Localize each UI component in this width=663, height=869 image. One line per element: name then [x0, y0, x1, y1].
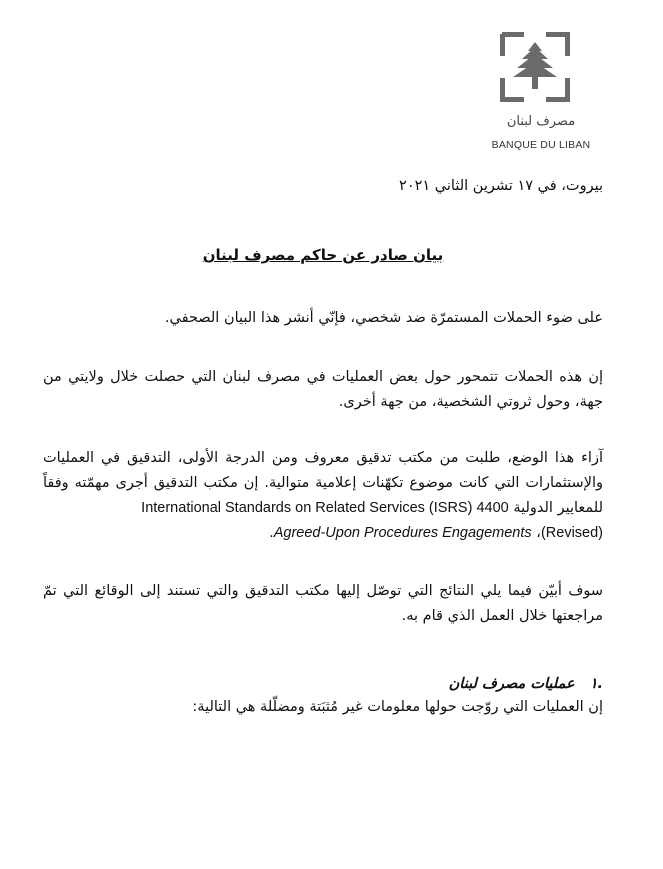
standard-name: International Standards on Related Services (ISRS) 4400 [141, 500, 509, 516]
separator: ، [536, 525, 541, 541]
paragraph-2: إن هذه الحملات تتمحور حول بعض العمليات في مصرف لبنان التي حصلت خلال ولايتي من جهة، وحول ثروتي الشخصية، من جهة أخرى. [43, 369, 603, 410]
cedar-tree-icon [500, 32, 570, 102]
section-number: .١ [589, 676, 603, 692]
revised-tag: (Revised) [540, 525, 603, 541]
bank-logo [482, 22, 612, 162]
section-heading [43, 672, 603, 697]
statement-title: بيان صادر عن حاكم مصرف لبنان [202, 246, 444, 264]
paragraph-3-text: آزاء هذا الوضع، طلبت من مكتب تدقيق معروف ومن الدرجة الأولى، التدقيق في العمليات والإستثمارات التي كانت موضوع تكهّنات إعلامية متوالية. إن مكتب التدقيق أجرى مهمّته وفقاً للمعايير الدولية [43, 450, 603, 516]
paragraph-5: إن العمليات التي روّجت حولها معلومات غير مُثبَتة ومضلّلة هي التالية: [192, 699, 603, 715]
paragraph-1: على ضوء الحملات المستمرّة ضد شخصي، فإنّي أنشر هذا البيان الصحفي. [164, 310, 603, 326]
paragraph-3: آزاء هذا الوضع، طلبت من مكتب تدقيق معروف ومن الدرجة الأولى، التدقيق في العمليات والإستثمارات التي كانت موضوع تكهّنات إعلامية متوالية. إن مكتب التدقيق أجرى مهمّته وفقاً للمعايير الدولية International Standards on Related Services (ISRS) 4400 (Revised)، Agreed-Upon Procedures Engagements. [43, 450, 603, 541]
logo-french-text: BANQUE DU LIBAN [491, 139, 591, 151]
engagement-name: Agreed-Upon Procedures Engagements [273, 525, 532, 541]
date-line: بيروت، في ١٧ تشرين الثاني ٢٠٢١ [399, 178, 603, 194]
paragraph-4: سوف أبيّن فيما يلي النتائج التي توصّل إليها مكتب التدقيق والتي تستند إلى الوقائع التي تمّ مراجعتها خلال العمل الذي قام به. [43, 583, 603, 624]
logo-arabic-text: مصرف لبنان [506, 114, 576, 129]
section-title: عمليات مصرف لبنان [448, 676, 575, 692]
